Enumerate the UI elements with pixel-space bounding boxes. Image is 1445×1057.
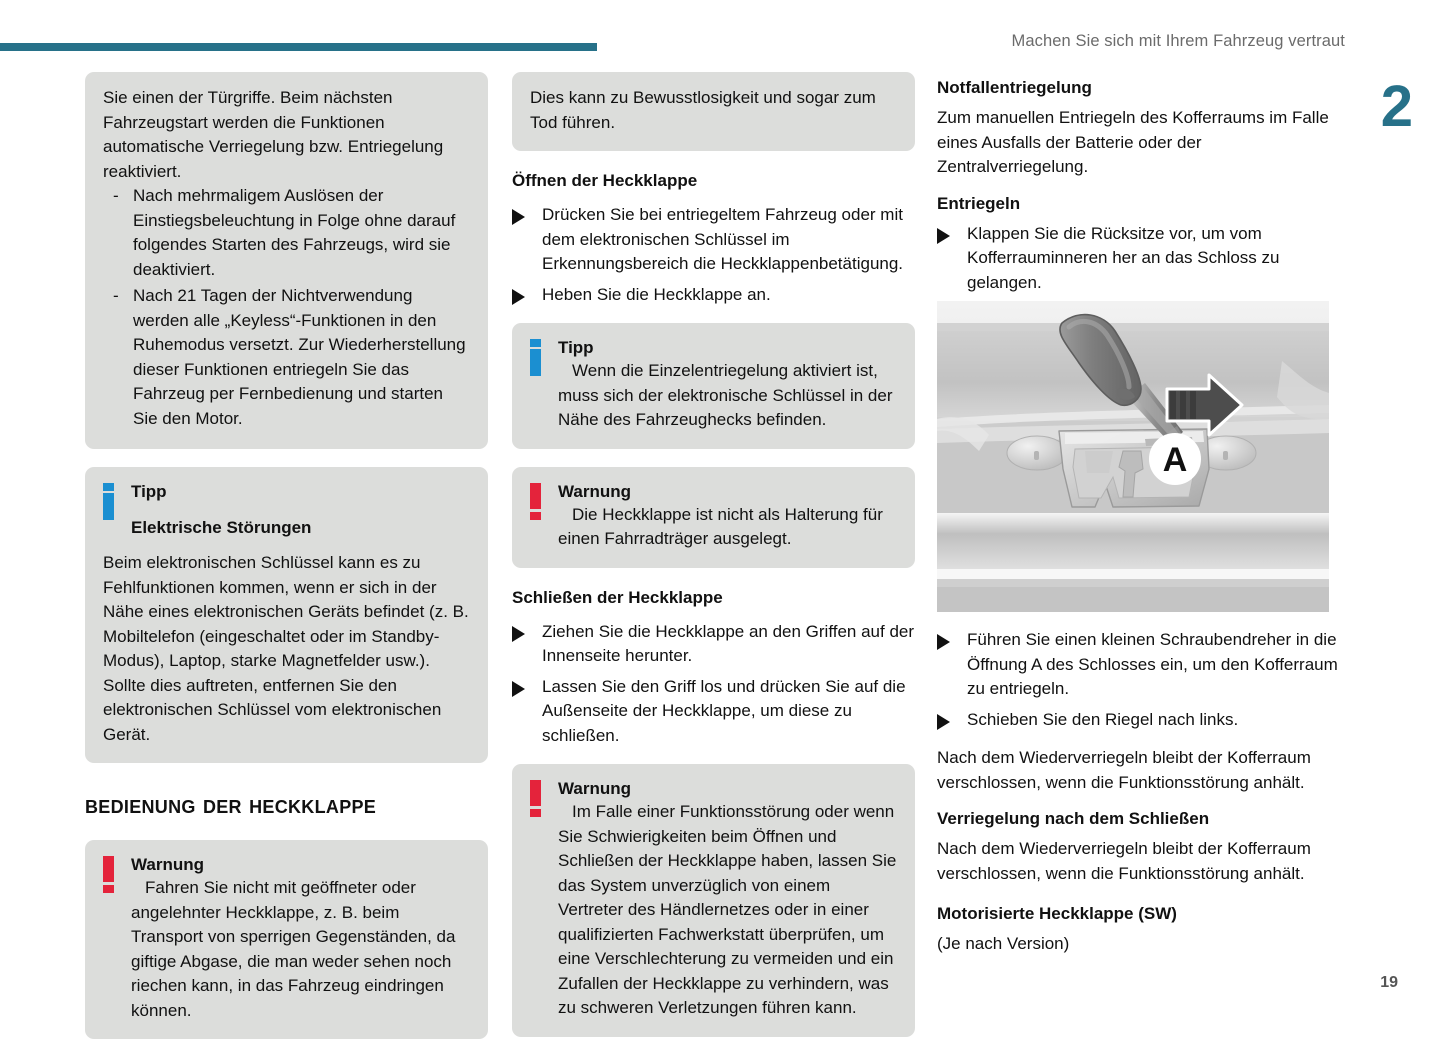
list-item xyxy=(512,283,915,308)
motorised-version-note: (Je nach Version) xyxy=(937,934,1070,953)
warning-icon xyxy=(530,780,543,817)
tip-box-inner xyxy=(530,337,897,433)
continued-warning-box xyxy=(512,72,915,151)
unlock-steps-list-1 xyxy=(937,222,1340,296)
info-icon xyxy=(530,339,543,376)
warning-body: Die Heckklappe ist nicht als Halterung für einen Fahrradträger ausgelegt. xyxy=(558,504,883,548)
list-item-text: Nach mehrmaligem Auslösen der Einstiegsbeleuchtung in Folge ohne darauf folgendes Starten des Fahrzeugs, wird sie deaktiviert. xyxy=(133,186,456,279)
after-unlock-text: Nach dem Wiederverriegeln bleibt der Kofferraum verschlossen, wenn die Funktionsstörung anhält. xyxy=(937,748,1311,792)
trunk-lock-illustration-svg xyxy=(937,301,1329,612)
tip-box xyxy=(85,467,488,763)
tip-box-inner xyxy=(103,481,470,539)
triangle-bullet-icon xyxy=(937,714,950,730)
warning-icon xyxy=(530,483,543,520)
section-title: bedienung der heckklappe xyxy=(85,791,377,819)
column-right xyxy=(937,72,1340,969)
column-left xyxy=(85,72,488,1057)
continued-content-box xyxy=(85,72,488,449)
warning-icon xyxy=(103,856,116,893)
list-item-text: Lassen Sie den Griff los und drücken Sie auf die Außenseite der Heckklappe, um diese zu schließen. xyxy=(542,676,906,745)
triangle-bullet-icon xyxy=(512,626,525,642)
chapter-number: 2 xyxy=(1380,74,1412,139)
list-item xyxy=(937,708,1340,733)
dash-bullet-icon: - xyxy=(113,286,119,305)
warning-label: Warnung xyxy=(131,855,205,874)
list-item xyxy=(937,628,1340,702)
heading-motorised-tailgate: Motorisierte Heckklappe (SW) xyxy=(937,904,1177,923)
triangle-bullet-icon xyxy=(937,228,950,244)
header-accent-rule xyxy=(0,43,597,51)
list-item-text: Drücken Sie bei entriegeltem Fahrzeug oder mit dem elektronischen Schlüssel im Erkennungsbereich die Heckklappenbetätigung. xyxy=(542,205,904,273)
triangle-bullet-icon xyxy=(512,209,525,225)
warning-body-first: Fahren Sie nicht mit geöffneter oder angelehnter Heckklappe, z. B. beim Transport von sperrigen Gegenständen, da giftige Abgase, die man weder sehen noch riechen kann, in das Fahrzeug eindringen können. xyxy=(131,878,456,1020)
warning-box xyxy=(512,467,915,568)
heading-close-tailgate: Schließen der Heckklappe xyxy=(512,587,723,607)
dash-bullet-icon: - xyxy=(113,186,119,205)
close-steps-list xyxy=(512,620,915,749)
tip-box xyxy=(512,323,915,449)
emergency-intro-text: Zum manuellen Entriegeln des Kofferraums im Falle eines Ausfalls der Batterie oder der Zentralverriegelung. xyxy=(937,108,1329,176)
triangle-bullet-icon xyxy=(512,289,525,305)
warning-label: Warnung xyxy=(558,481,632,501)
tip-body: Beim elektronischen Schlüssel kann es zu Fehlfunktionen kommen, wenn er sich in der Nähe eines elektronischen Geräts befindet (z. B. Mobiltelefon (eingeschaltet oder im Standby-Modus), Laptop, starke Magnetfelder usw.). Sollte dies auftreten, entfernen Sie den elektronischen Schlüssel vom elektronischen Gerät. xyxy=(103,553,469,744)
open-steps-list xyxy=(512,203,915,307)
continued-paragraph: Sie einen der Türgriffe. Beim nächsten Fahrzeugstart werden die Funktionen automatische Verriegelung bzw. Entriegelung reaktiviert. xyxy=(103,88,444,181)
info-icon xyxy=(103,483,116,520)
tip-label: Tipp xyxy=(131,482,167,501)
figure-callout-label: A xyxy=(1162,441,1188,479)
warning-label: Warnung xyxy=(558,779,632,798)
list-item-text: Nach 21 Tagen der Nichtverwendung werden alle „Keyless“-Funktionen in den Ruhemodus versetzt. Zur Wiederherstellung dieser Funktionen entriegeln Sie das Fahrzeug per Fernbedienung und starten Sie den Motor. xyxy=(133,286,466,428)
warning-box-inner xyxy=(530,481,897,552)
list-item-text: Ziehen Sie die Heckklappe an den Griffen auf der Innenseite herunter. xyxy=(542,621,915,665)
continued-bullet-list xyxy=(103,184,470,431)
triangle-bullet-icon xyxy=(937,634,950,650)
list-item xyxy=(512,675,915,749)
page-number: 19 xyxy=(1380,974,1398,991)
unlock-steps-list-2 xyxy=(937,628,1340,732)
warning-box xyxy=(85,840,488,1039)
warning-body: Im Falle einer Funktionsstörung oder wenn Sie Schwierigkeiten beim Öffnen und Schließen der Heckklappe haben, lassen Sie das System unverzüglich von einem Vertreter des Händlernetzes oder in einer qualifizierten Fachwerkstatt überprüfen, um eine Verschlechterung zu vermeiden und ein Zufallen der Heckklappe zu verhindern, was zu schweren Verletzungen führen kann. xyxy=(558,802,897,1017)
heading-open-tailgate: Öffnen der Heckklappe xyxy=(512,171,698,190)
continued-warning-text: Dies kann zu Bewusstlosigkeit und sogar zum Tod führen. xyxy=(530,88,876,132)
list-item-text: Heben Sie die Heckklappe an. xyxy=(542,284,771,304)
list-item xyxy=(103,184,470,282)
list-item-text: Klappen Sie die Rücksitze vor, um vom Kofferrauminneren her an das Schloss zu gelangen. xyxy=(967,223,1280,292)
list-item xyxy=(103,284,470,431)
list-item-text: Schieben Sie den Riegel nach links. xyxy=(967,709,1239,729)
list-item-text: Führen Sie einen kleinen Schraubendreher in die Öffnung A des Schlosses ein, um den Kofferraum zu entriegeln. xyxy=(967,630,1338,698)
list-item xyxy=(937,222,1340,296)
tip-label: Tipp xyxy=(558,338,594,357)
list-item xyxy=(512,203,915,277)
triangle-bullet-icon xyxy=(512,681,525,697)
trunk-lock-illustration xyxy=(937,301,1329,612)
warning-box xyxy=(512,764,915,1037)
warning-box-inner xyxy=(530,778,897,1021)
running-header-title: Machen Sie sich mit Ihrem Fahrzeug vertraut xyxy=(1011,32,1345,50)
heading-emergency-release: Notfallentriegelung xyxy=(937,78,1092,97)
heading-lock-after-close: Verriegelung nach dem Schließen xyxy=(937,809,1210,828)
column-center xyxy=(512,72,915,1055)
list-item xyxy=(512,620,915,669)
tip-subtitle: Elektrische Störungen xyxy=(131,518,312,537)
lock-after-close-text: Nach dem Wiederverriegeln bleibt der Kofferraum verschlossen, wenn die Funktionsstörung anhält. xyxy=(937,839,1311,883)
tip-body: Wenn die Einzelentriegelung aktiviert ist, muss sich der elektronische Schlüssel in der Nähe des Fahrzeughecks befinden. xyxy=(558,361,893,429)
heading-unlock: Entriegeln xyxy=(937,193,1021,213)
warning-box-inner xyxy=(103,854,470,1023)
